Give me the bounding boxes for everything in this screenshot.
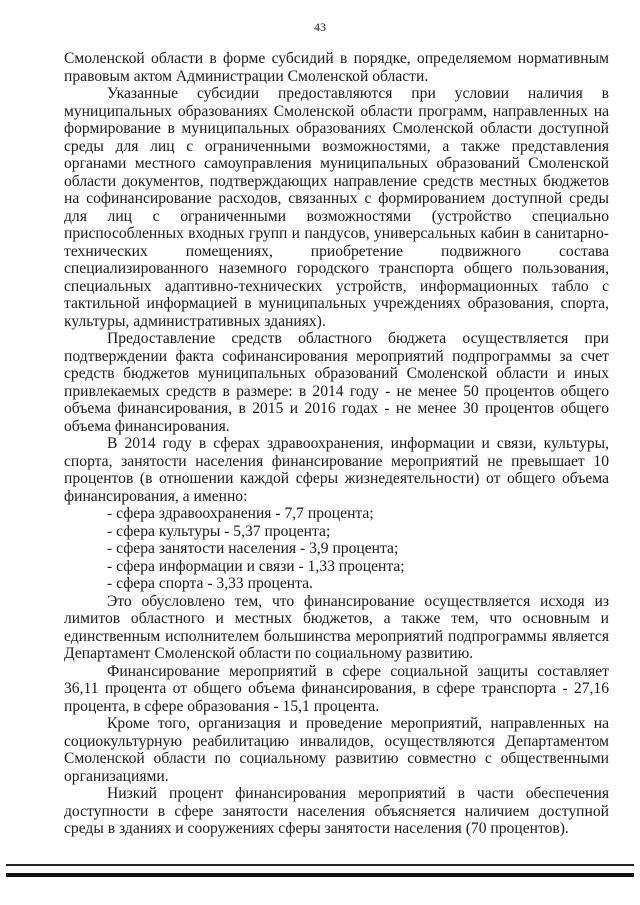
page-number: 43	[314, 20, 326, 34]
paragraph-2: Указанные субсидии предоставляются при условии наличия в муниципальных образованиях Смоленской области программ, направленных на формирование в муниципальных образованиях Смоленской области доступной среды для лиц с ограниченными возможностями, а также представления органами местного самоуправления муниципальных образований Смоленской области документов, подтверждающих направление средств местных бюджетов на софинансирование расходов, связанных с формированием доступной среды для лиц с ограниченными возможностями (устройство специально приспособленных входных групп и пандусов, универсальных кабин в санитарно-технических помещениях, приобретение подвижного состава специализированного наземного городского транспорта общего пользования, специальных адаптивно-технических устройств, информационных табло с тактильной информацией в муниципальных учреждениях образования, спорта, культуры, административных зданиях).	[64, 85, 609, 330]
list-item: - сфера культуры - 5,37 процента;	[107, 522, 331, 540]
list-item: - сфера спорта - 3,33 процента.	[107, 575, 313, 592]
paragraph-8: Низкий процент финансирования мероприятий в части обеспечения доступности в сфере занятости населения объясняется наличием доступной среды в зданиях и сооружениях сферы занятости населения (70 процентов).	[64, 785, 609, 837]
paragraph-4: В 2014 году в сферах здравоохранения, информации и связи, культуры, спорта, занятости населения финансирование мероприятий не превышает 10 процентов (в отношении каждой сферы жизнедеятельности) от общего объема финансирования, а именно:	[64, 435, 609, 505]
paragraph-7: Кроме того, организация и проведение мероприятий, направленных на социокультурную реабилитацию инвалидов, осуществляются Департаментом Смоленской области по социальному развитию совместно с общественными организациями.	[64, 715, 609, 785]
paragraph-3: Предоставление средств областного бюджета осуществляется при подтверждении факта софинансирования мероприятий подпрограммы за счет средств бюджетов муниципальных образований Смоленской области и иных привлекаемых средств в размере: в 2014 году - не менее 50 процентов общего объема финансирования, в 2015 и 2016 годах - не менее 30 процентов общего объема финансирования.	[64, 330, 609, 435]
paragraph-1: Смоленской области в форме субсидий в порядке, определяемом нормативным правовым актом Администрации Смоленской области.	[64, 50, 609, 85]
list-item: - сфера информации и связи - 1,33 процента;	[107, 557, 405, 575]
document-body	[64, 50, 609, 838]
funding-list	[64, 505, 609, 593]
paragraph-5: Это обусловлено тем, что финансирование осуществляется исходя из лимитов областного и местных бюджетов, а также тем, что основным и единственным исполнителем большинства мероприятий подпрограммы является Департамент Смоленской области по социальному развитию.	[64, 592, 609, 662]
footer-divider-thin	[6, 864, 634, 866]
list-item: - сфера здравоохранения - 7,7 процента;	[107, 505, 374, 522]
list-item: - сфера занятости населения - 3,9 процента;	[107, 540, 399, 557]
paragraph-6: Финансирование мероприятий в сфере социальной защиты составляет 36,11 процента от общего объема финансирования, в сфере транспорта - 27,16 процента, в сфере образования - 15,1 процента.	[64, 662, 609, 715]
footer-divider-thick	[6, 873, 634, 877]
